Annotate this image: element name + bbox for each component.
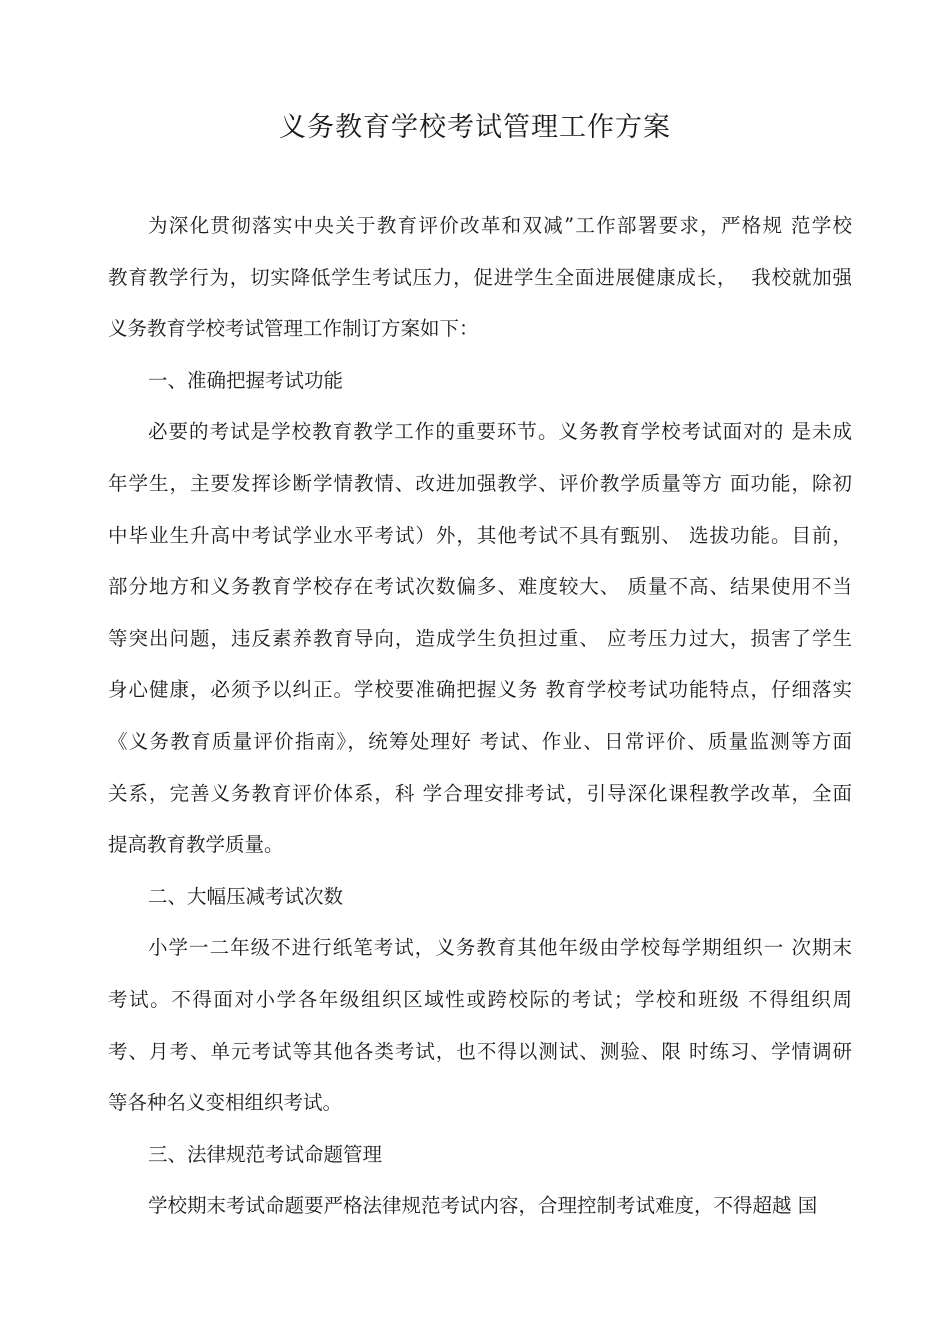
text-line: 义务教育学校考试管理工作制订方案如下： [108, 317, 479, 341]
text-line: 关系，完善义务教育评价体系，科 学合理安排考试，引导深化课程教学改革，全面 [108, 781, 852, 805]
text-line: 《义务教育质量评价指南》，统筹处理好 考试、作业、日常评价、质量监测等方面 [108, 729, 852, 753]
text-line: 提高教育教学质量。 [108, 833, 284, 857]
text-line: 部分地方和义务教育学校存在考试次数偏多、难度较大、 质量不高、结果使用不当 [108, 575, 852, 599]
section-heading [108, 1129, 852, 1181]
body-paragraph [108, 1180, 852, 1232]
document-body [108, 200, 852, 1232]
text-line: 学校期末考试命题要严格法律规范考试内容，合理控制考试难度，不得超越 国 [148, 1194, 818, 1218]
text-line: 必要的考试是学校教育教学工作的重要环节。义务教育学校考试面对的 是未成 [148, 420, 852, 444]
text-line: 教育教学行为，切实降低学生考试压力，促进学生全面进展健康成长， 我校就加强 [108, 265, 852, 289]
text-line: 小学一二年级不进行纸笔考试，义务教育其他年级由学校每学期组织一 次期末 [148, 936, 852, 960]
body-paragraph [108, 922, 852, 1128]
text-line: 考、月考、单元考试等其他各类考试，也不得以测试、测验、限 时练习、学情调研 [108, 1039, 852, 1063]
section-heading [108, 871, 852, 923]
text-line: 考试。不得面对小学各年级组织区域性或跨校际的考试；学校和班级 不得组织周 [108, 987, 852, 1011]
text-line: 等突出问题，违反素养教育导向，造成学生负担过重、 应考压力过大，损害了学生 [108, 626, 852, 650]
text-line: 身心健康，必须予以纠正。学校要准确把握义务 教育学校考试功能特点，仔细落实 [108, 678, 852, 702]
text-line: 为深化贯彻落实中央关于教育评价改革和双减”工作部署要求，严格规 范学校 [148, 214, 852, 237]
body-paragraph [108, 200, 852, 355]
text-line: 三、法律规范考试命题管理 [148, 1142, 383, 1166]
body-paragraph [108, 406, 852, 870]
text-line: 等各种名义变相组织考试。 [108, 1091, 343, 1115]
section-heading [108, 355, 852, 407]
text-line: 年学生，主要发挥诊断学情教情、改进加强教学、评价教学质量等方 面功能，除初 [108, 471, 852, 495]
text-line: 中毕业生升高中考试学业水平考试）外，其他考试不具有甄别、 选拔功能。目前， [108, 523, 852, 547]
document-title: 义务教育学校考试管理工作方案 [279, 112, 671, 143]
text-line: 二、大幅压减考试次数 [148, 884, 344, 908]
text-line: 一、准确把握考试功能 [148, 368, 344, 392]
